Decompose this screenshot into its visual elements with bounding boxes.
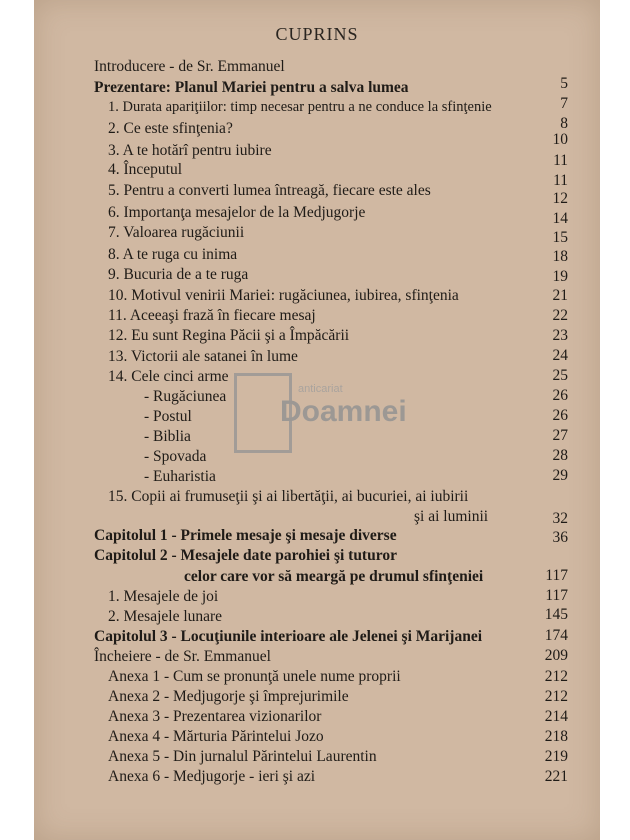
toc-entry-11: 11. Aceeaşi frază în fiecare mesaj (108, 307, 316, 324)
toc-page-14: 25 (552, 367, 568, 384)
toc-entry-1: 1. Durata apariţiilor: timp necesar pentru a ne conduce la sfinţenie (108, 99, 492, 115)
toc-entry-capitolul-3: Capitolul 3 - Locuţiunile interioare ale Jelenei şi Marijanei (94, 628, 483, 645)
toc-entry-7: 7. Valoarea rugăciunii (108, 224, 245, 241)
toc-page-capitolul-2: 117 (545, 567, 568, 584)
toc-entry-prezentare: Prezentare: Planul Mariei pentru a salva lumea (94, 79, 409, 96)
toc-page-prezentare: 7 (560, 95, 568, 112)
watermark (234, 373, 424, 461)
page-title: CUPRINS (275, 24, 359, 44)
toc-entry-capitolul-2-cont: celor care vor să meargă pe drumul sfinţeniei (184, 568, 484, 585)
toc-entry-capitolul-1: Capitolul 1 - Primele mesaje şi mesaje diverse (94, 527, 397, 544)
watermark-big-text: Doamnei (280, 395, 407, 428)
toc-entry-13: 13. Victorii ale satanei în lume (108, 348, 298, 365)
toc-entry-anexa-5: Anexa 5 - Din jurnalul Părintelui Laurentin (108, 748, 377, 765)
toc-entry-4: 4. Începutul (108, 161, 183, 178)
toc-page-3: 11 (553, 152, 568, 169)
toc-page-7: 15 (552, 229, 568, 246)
toc-page-12: 23 (552, 327, 568, 344)
toc-entry-lunare: 2. Mesajele lunare (108, 608, 223, 625)
toc-page-anexa-3: 214 (544, 708, 568, 725)
toc-page-introducere: 5 (560, 75, 568, 92)
toc-page-anexa-4: 218 (544, 728, 568, 745)
toc-page-13: 24 (552, 347, 568, 364)
toc-page-6: 14 (552, 210, 568, 227)
toc-entry-6: 6. Importanţa mesajelor de la Medjugorje (108, 204, 366, 221)
toc-entry-anexa-4: Anexa 4 - Mărturia Părintelui Jozo (108, 728, 324, 745)
toc-entry-anexa-1: Anexa 1 - Cum se pronunţă unele nume proprii (108, 668, 401, 685)
toc-page-biblia: 27 (552, 427, 568, 444)
toc-page-9: 19 (552, 268, 568, 285)
toc-entry-incheiere: Încheiere - de Sr. Emmanuel (94, 648, 271, 665)
toc-page-15: 32 (552, 510, 568, 527)
toc-entry-2: 2. Ce este sfinţenia? (108, 120, 233, 137)
toc-entry-anexa-2: Anexa 2 - Medjugorje şi împrejurimile (108, 688, 349, 705)
toc-entry-15: 15. Copii ai frumuseţii şi ai libertăţii, ai bucuriei, ai iubirii (108, 488, 469, 505)
toc-entry-anexa-3: Anexa 3 - Prezentarea vizionarilor (108, 708, 322, 725)
toc-entry-3: 3. A te hotărî pentru iubire (108, 142, 272, 159)
toc-entry-spovada: - Spovada (144, 448, 207, 465)
watermark-small-text: anticariat (298, 383, 343, 395)
toc-entry-biblia: - Biblia (144, 428, 191, 445)
toc-page-10: 21 (552, 287, 568, 304)
toc-page-incheiere: 209 (544, 647, 568, 664)
toc-entry-euharistia: - Euharistia (144, 468, 216, 485)
toc-entry-12: 12. Eu sunt Regina Păcii şi a Împăcării (108, 327, 350, 344)
toc-entry-anexa-6: Anexa 6 - Medjugorje - ieri şi azi (108, 768, 316, 785)
toc-page-anexa-1: 212 (544, 668, 568, 685)
toc-page-anexa-6: 221 (544, 768, 568, 785)
toc-page-11: 22 (552, 307, 568, 324)
toc-page-anexa-5: 219 (544, 748, 568, 765)
toc-entry-joi: 1. Mesajele de joi (108, 588, 219, 605)
toc-entry-rugaciunea: - Rugăciunea (144, 388, 227, 405)
toc-entry-postul: - Postul (144, 408, 192, 425)
toc-page-1: 8 (560, 115, 568, 132)
toc-page-capitolul-1: 36 (552, 529, 568, 546)
toc-page-5: 12 (552, 190, 568, 207)
toc-entry-introducere: Introducere - de Sr. Emmanuel (94, 58, 285, 75)
toc-page-anexa-2: 212 (544, 688, 568, 705)
toc-page-spovada: 28 (552, 447, 568, 464)
toc-entry-15-cont: şi ai luminii (414, 508, 489, 525)
toc-page-rugaciunea: 26 (552, 387, 568, 404)
toc-entry-capitolul-2: Capitolul 2 - Mesajele date parohiei şi tuturor (94, 547, 397, 564)
toc-entry-5: 5. Pentru a converti lumea întreagă, fiecare este ales (108, 182, 431, 199)
book-page (34, 0, 600, 840)
toc-entry-10: 10. Motivul venirii Mariei: rugăciunea, iubirea, sfinţenia (108, 287, 459, 304)
toc-page-capitolul-3: 174 (544, 627, 568, 644)
toc-page-postul: 26 (552, 407, 568, 424)
toc-page-lunare: 145 (544, 606, 568, 623)
toc-entry-14: 14. Cele cinci arme (108, 368, 229, 385)
toc-page-4: 11 (553, 172, 568, 189)
toc-page-2: 10 (552, 131, 568, 148)
toc-page-euharistia: 29 (552, 467, 568, 484)
toc-page-joi: 117 (545, 587, 568, 604)
toc-entry-9: 9. Bucuria de a te ruga (108, 266, 249, 283)
toc-page-8: 18 (552, 248, 568, 265)
toc-entry-8: 8. A te ruga cu inima (108, 246, 238, 263)
